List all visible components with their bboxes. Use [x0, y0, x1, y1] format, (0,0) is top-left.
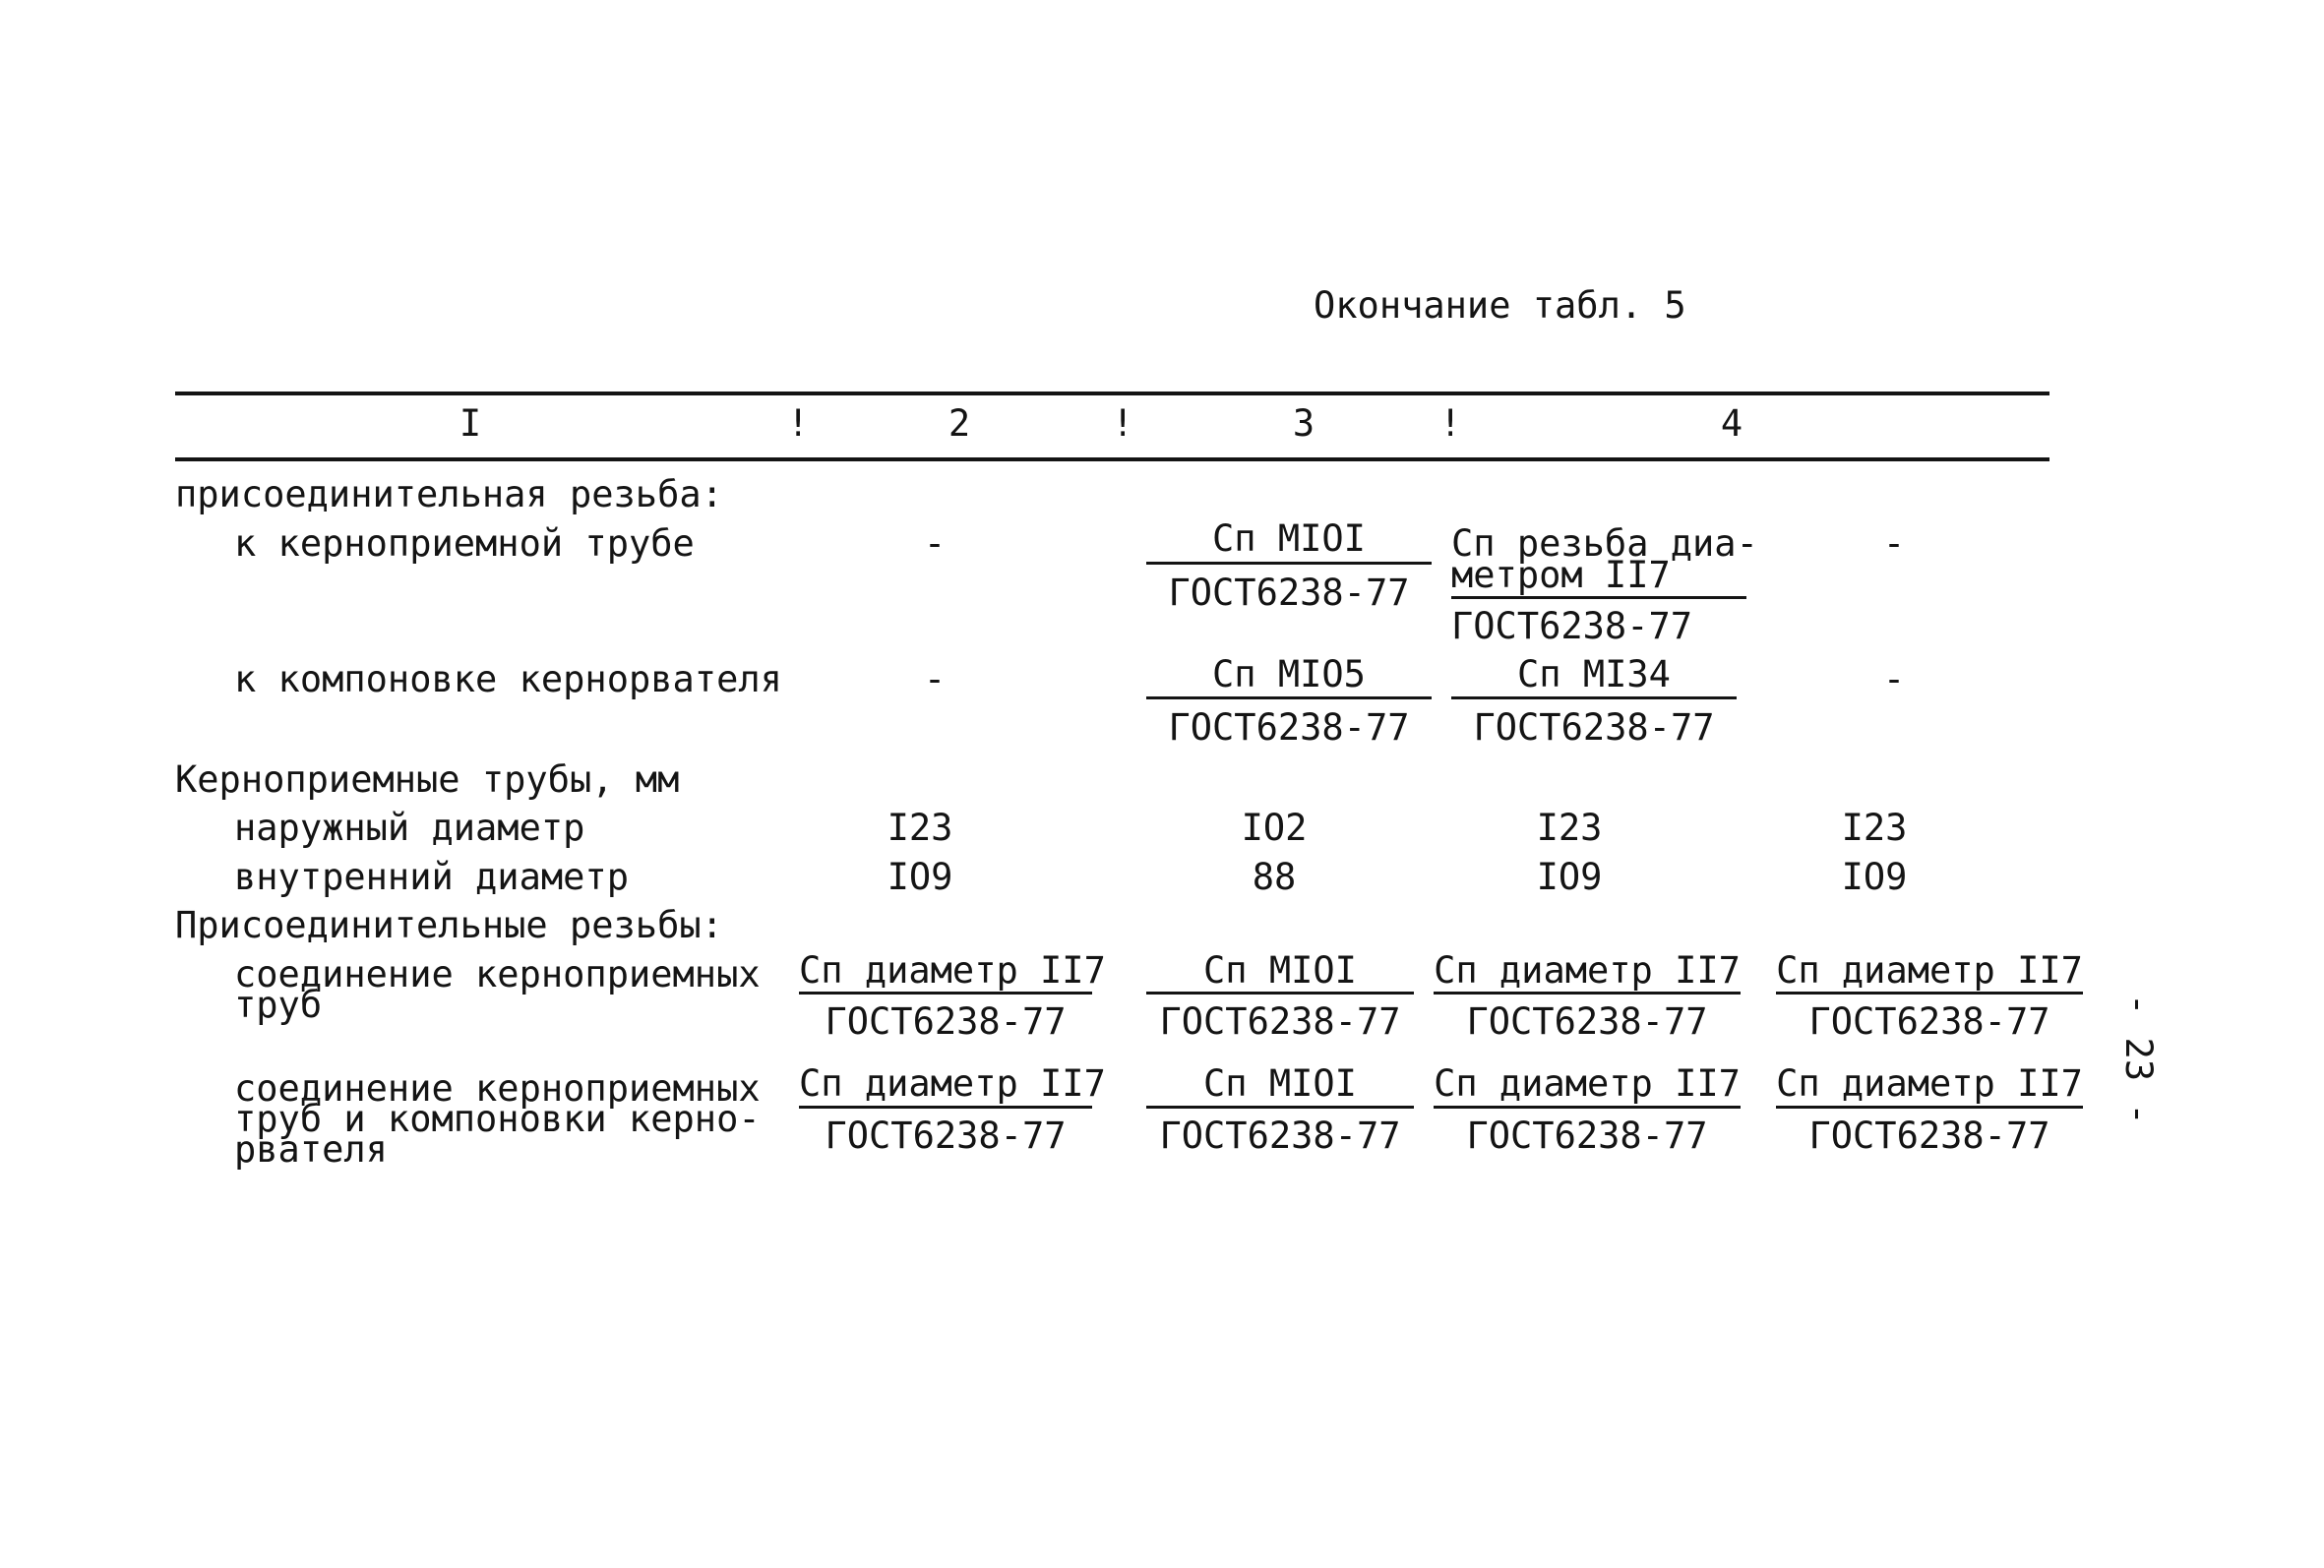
cell-fraction-top: Сп МIО5 — [1212, 653, 1366, 695]
fraction-line — [1434, 992, 1741, 995]
column-header-4: 4 — [1720, 402, 1743, 445]
cell-fraction-bottom: ГОСТ6238-77 — [825, 1000, 1067, 1043]
page-number: - 23 - — [2117, 994, 2160, 1125]
section-heading: присоединительная резьба: — [175, 473, 723, 515]
table-cell: I23 — [1841, 807, 1908, 849]
cell-fraction-bottom: ГОСТ6238-77 — [1159, 1000, 1401, 1043]
column-separator: ! — [1112, 402, 1134, 445]
fraction-line — [1146, 1106, 1414, 1109]
cell-fraction-bottom: ГОСТ6238-77 — [1168, 572, 1410, 614]
table-cell: I23 — [887, 807, 953, 849]
cell-fraction-bottom: ГОСТ6238-77 — [1168, 706, 1410, 749]
row-label: к компоновке кернорвателя — [234, 658, 782, 700]
column-header-1: I — [459, 402, 482, 445]
table-cell: IО2 — [1241, 807, 1308, 849]
fraction-line — [1776, 1106, 2083, 1109]
fraction-line — [1146, 696, 1432, 699]
cell-fraction-bottom: ГОСТ6238-77 — [825, 1115, 1067, 1157]
cell-fraction-bottom: ГОСТ6238-77 — [1808, 1115, 2050, 1157]
cell-fraction-bottom: ГОСТ6238-77 — [1466, 1000, 1708, 1043]
row-label: к керноприемной трубе — [234, 522, 695, 565]
row-label: соединение керноприемных — [234, 953, 761, 995]
cell-fraction-top: Сп резьба диа- — [1451, 522, 1758, 565]
cell-dash: - — [923, 658, 947, 700]
column-separator: ! — [1439, 402, 1462, 445]
column-header-2: 2 — [948, 402, 971, 445]
cell-fraction-top: Сп МIОI — [1212, 517, 1366, 560]
cell-fraction-bottom: ГОСТ6238-77 — [1466, 1115, 1708, 1157]
cell-fraction-top: Сп диаметр II7 — [1776, 949, 2083, 992]
cell-fraction-top: Сп диаметр II7 — [1776, 1062, 2083, 1105]
cell-fraction-bottom: ГОСТ6238-77 — [1473, 706, 1715, 749]
fraction-line — [799, 1106, 1092, 1109]
cell-dash: - — [923, 522, 947, 565]
fraction-line — [799, 992, 1092, 995]
cell-fraction-top: Сп МI34 — [1517, 653, 1671, 695]
header-bottom-rule — [175, 457, 2049, 461]
fraction-line — [1434, 1106, 1741, 1109]
cell-fraction-top: Сп МIОI — [1203, 1062, 1357, 1105]
cell-fraction-top: Сп диаметр II7 — [799, 949, 1106, 992]
column-header-3: 3 — [1292, 402, 1315, 445]
row-label: наружный диаметр — [234, 807, 585, 849]
table-cell: I23 — [1536, 807, 1603, 849]
cell-fraction-bottom: ГОСТ6238-77 — [1451, 605, 1693, 647]
table-cell: IО9 — [887, 856, 953, 898]
table-cell: IО9 — [1536, 856, 1603, 898]
cell-fraction-top: Сп МIОI — [1203, 949, 1357, 992]
cell-fraction-bottom: ГОСТ6238-77 — [1159, 1115, 1401, 1157]
fraction-line — [1451, 696, 1737, 699]
cell-dash: - — [1882, 522, 1906, 565]
cell-fraction-top: Сп диаметр II7 — [1434, 1062, 1741, 1105]
section-heading: Керноприемные трубы, мм — [175, 758, 680, 801]
cell-fraction-top: метром II7 — [1451, 554, 1671, 596]
row-label: внутренний диаметр — [234, 856, 629, 898]
row-label: рвателя — [234, 1128, 388, 1171]
section-heading: Присоединительные резьбы: — [175, 904, 723, 946]
cell-fraction-top: Сп диаметр II7 — [799, 1062, 1106, 1105]
cell-fraction-bottom: ГОСТ6238-77 — [1808, 1000, 2050, 1043]
table-cell: IО9 — [1841, 856, 1908, 898]
row-label: соединение керноприемных — [234, 1067, 761, 1110]
fraction-line — [1451, 596, 1746, 599]
fraction-line — [1146, 562, 1432, 565]
fraction-line — [1146, 992, 1414, 995]
column-separator: ! — [787, 402, 810, 445]
table-cell: 88 — [1252, 856, 1297, 898]
row-label: труб и компоновки керно- — [234, 1098, 761, 1140]
fraction-line — [1776, 992, 2083, 995]
cell-fraction-top: Сп диаметр II7 — [1434, 949, 1741, 992]
header-top-rule — [175, 392, 2049, 395]
row-label: труб — [234, 984, 323, 1026]
table-caption: Окончание табл. 5 — [1314, 284, 1686, 327]
cell-dash: - — [1882, 658, 1906, 700]
